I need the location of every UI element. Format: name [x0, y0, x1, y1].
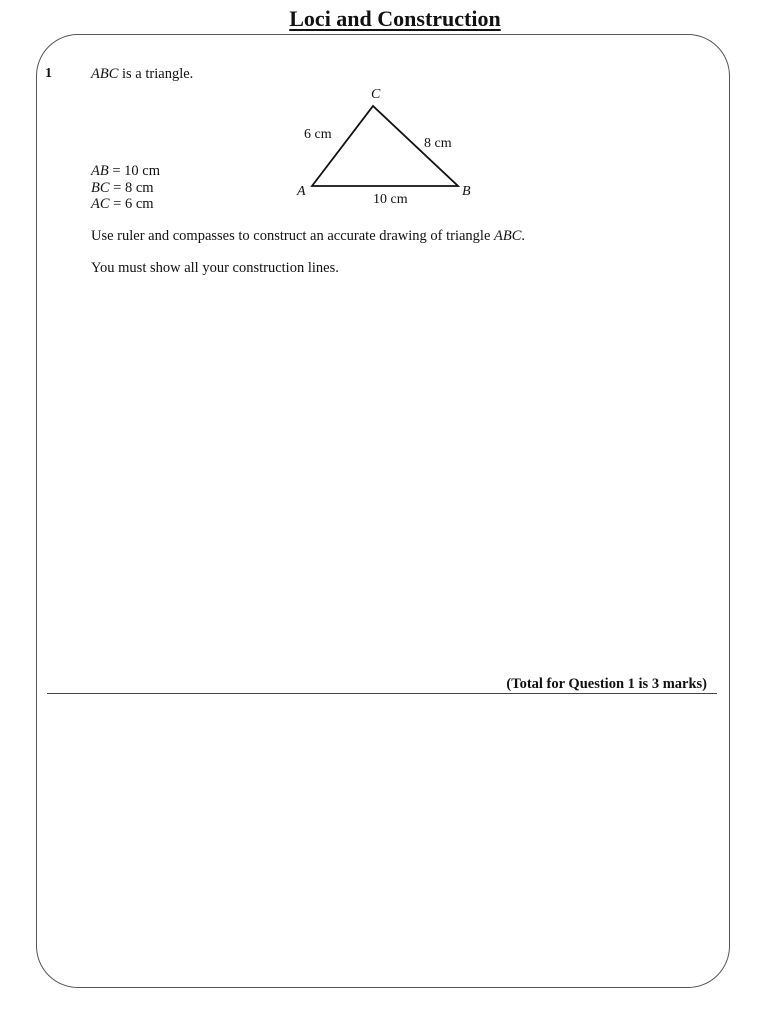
instruction-construct: [91, 228, 525, 244]
side-name: AC: [91, 196, 110, 212]
page-title: Loci and Construction: [289, 6, 501, 31]
given-ac: [91, 196, 160, 213]
given-lengths: [91, 163, 160, 213]
given-bc: [91, 180, 160, 197]
given-ab: [91, 163, 160, 180]
instruction-show-lines: You must show all your construction lines.: [91, 260, 339, 276]
vertex-b-label: B: [462, 184, 471, 199]
vertex-a-label: A: [297, 184, 306, 199]
side-value: = 6 cm: [109, 196, 154, 212]
side-value: = 8 cm: [109, 179, 154, 196]
instruction-triangle-name: ABC: [494, 228, 522, 244]
side-value: = 10 cm: [108, 163, 160, 179]
side-ac-label: 6 cm: [304, 127, 332, 142]
side-bc-label: 8 cm: [424, 136, 452, 151]
total-marks: (Total for Question 1 is 3 marks): [506, 676, 707, 692]
vertex-c-label: C: [371, 87, 381, 102]
question-divider: [47, 693, 717, 694]
triangle-name: ABC: [91, 66, 119, 82]
intro-text: is a triangle.: [118, 66, 194, 82]
instruction-text: Use ruler and compasses to construct an accurate drawing of triangle: [91, 228, 495, 244]
question-number: 1: [45, 66, 52, 81]
triangle-diagram: [280, 78, 480, 213]
side-name: BC: [91, 179, 110, 196]
question-intro: [91, 66, 193, 82]
side-ab-label: 10 cm: [373, 192, 408, 207]
instruction-end: .: [521, 228, 526, 244]
side-name: AB: [91, 163, 109, 179]
